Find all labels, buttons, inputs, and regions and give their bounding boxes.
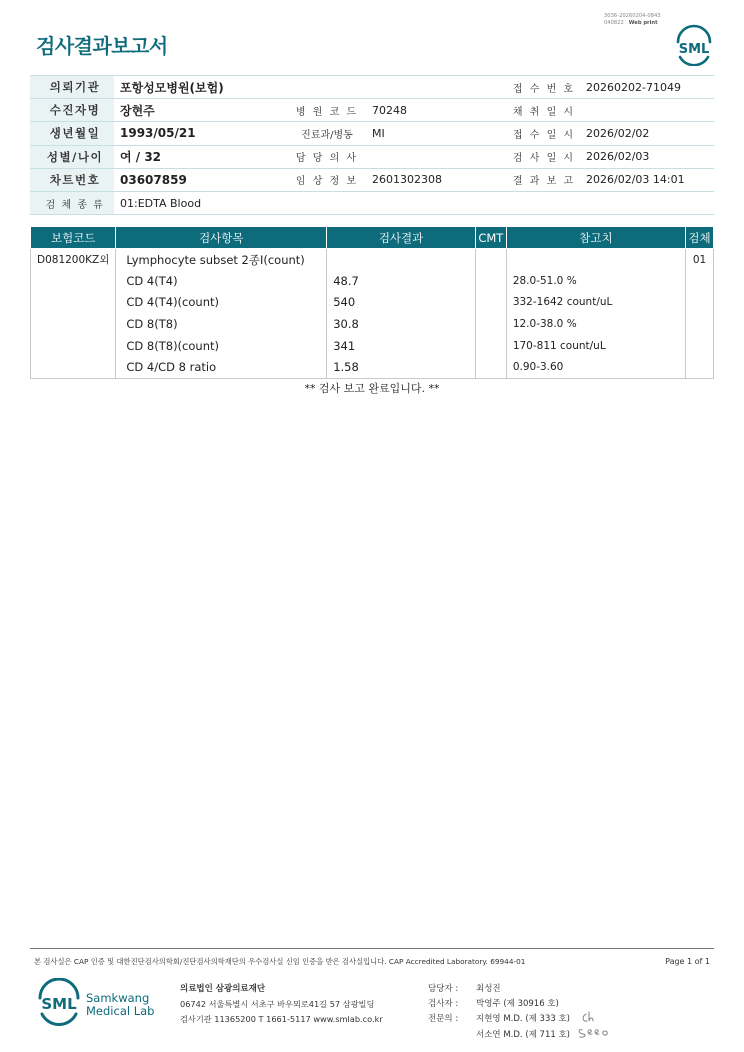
document-code — [604, 13, 661, 26]
row-code — [31, 313, 116, 335]
staff-tester-value: 박영주 (제 30916 호) — [476, 999, 559, 1010]
row-spec — [686, 335, 714, 357]
table-row — [31, 356, 714, 378]
row-ref — [506, 249, 685, 271]
staff-specialist2-value: 서소연 M.D. (제 711 호) — [476, 1029, 571, 1040]
staff-specialist1-value: 지현영 M.D. (제 333 호) — [476, 1014, 571, 1025]
samkwang-logo-text: SML — [41, 995, 77, 1013]
corporation-address: 06742 서울특별시 서초구 바우뫼로41길 57 삼광빌딩 — [180, 999, 375, 1009]
test-date-value: 2026/02/03 — [580, 145, 714, 168]
row-cmt — [475, 270, 506, 292]
row-code: D081200KZ외 — [31, 249, 116, 271]
row-result: 341 — [327, 335, 476, 357]
staff-tester-label: 검사자 : — [428, 999, 459, 1010]
report-label: 결 과 보 고 — [502, 168, 580, 191]
row-spec: 01 — [686, 249, 714, 271]
table-row — [31, 313, 714, 335]
dept-value: MI — [366, 122, 502, 145]
samkwang-name-line2: Medical Lab — [86, 1004, 155, 1018]
row-ref: 332-1642 count/uL — [506, 292, 685, 314]
doctor-value — [366, 145, 502, 168]
row-cmt — [475, 335, 506, 357]
row-code — [31, 356, 116, 378]
row-code — [31, 292, 116, 314]
table-row — [31, 249, 714, 271]
report-complete-note: ** 검사 보고 완료입니다. ** — [304, 382, 440, 395]
collect-value — [580, 99, 714, 122]
web-print-label: Web print — [628, 19, 658, 26]
info-row — [30, 99, 714, 122]
chart-label: 차트번호 — [30, 168, 114, 191]
row-item: CD 4(T4) — [116, 270, 327, 292]
table-row — [31, 270, 714, 292]
chart-value: 03607859 — [114, 168, 282, 191]
row-item: CD 8(T8)(count) — [116, 335, 327, 357]
samkwang-logo-icon — [36, 978, 160, 1028]
row-cmt — [475, 356, 506, 378]
sml-logo-icon — [672, 24, 716, 66]
page-title: 검사결과보고서 — [36, 34, 168, 58]
sml-logo-text: SML — [678, 42, 710, 57]
specimen-value: 01:EDTA Blood — [114, 191, 714, 214]
col-header-item: 검사항목 — [116, 227, 327, 249]
table-row — [31, 292, 714, 314]
row-ref: 170-811 count/uL — [506, 335, 685, 357]
col-header-ref: 참고치 — [506, 227, 685, 249]
col-header-cmt: CMT — [475, 227, 506, 249]
staff-info — [428, 982, 570, 1043]
specimen-label: 검 체 종 류 — [30, 191, 114, 214]
sex-age-value: 여 / 32 — [114, 145, 282, 168]
row-result: 30.8 — [327, 313, 476, 335]
collect-label: 채 취 일 시 — [502, 99, 580, 122]
row-cmt — [475, 249, 506, 271]
row-ref: 28.0-51.0 % — [506, 270, 685, 292]
col-header-spec: 검체 — [686, 227, 714, 249]
table-row — [31, 335, 714, 357]
test-date-label: 검 사 일 시 — [502, 145, 580, 168]
row-result: 1.58 — [327, 356, 476, 378]
requester-label: 의뢰기관 — [30, 76, 114, 99]
row-result: 48.7 — [327, 270, 476, 292]
col-header-result: 검사결과 — [327, 227, 476, 249]
corporation-name: 의료법인 삼광의료재단 — [180, 984, 266, 994]
clinical-value: 2601302308 — [366, 168, 502, 191]
results-table — [30, 226, 714, 379]
document-code-line2: 040822 — [604, 19, 624, 26]
report-value: 2026/02/03 14:01 — [580, 168, 714, 191]
row-item: CD 4/CD 8 ratio — [116, 356, 327, 378]
receipt-date-label: 접 수 일 시 — [502, 122, 580, 145]
row-result: 540 — [327, 292, 476, 314]
signature-icon — [576, 1006, 616, 1042]
hospital-code-label: 병 원 코 드 — [282, 99, 366, 122]
corporation-contact: 검사기관 11365200 T 1661-5117 www.smlab.co.kr — [180, 1014, 383, 1024]
clinical-label: 임 상 정 보 — [282, 168, 366, 191]
hospital-code-value: 70248 — [366, 99, 502, 122]
certification-note: 본 검사실은 CAP 인증 및 대한진단검사의학회/진단검사의학재단의 우수검사실 신임 인증을 받은 검사실입니다. CAP Accredited Laboratory. 69944-01 — [34, 957, 526, 966]
row-item: CD 8(T8) — [116, 313, 327, 335]
results-header-row — [31, 227, 714, 249]
staff-specialist-label: 전문의 : — [428, 1014, 459, 1025]
row-spec — [686, 292, 714, 314]
receipt-no-label: 접 수 번 호 — [502, 76, 580, 99]
birth-label: 생년월일 — [30, 122, 114, 145]
row-item: Lymphocyte subset 2종I(count) — [116, 249, 327, 271]
patient-value: 장현주 — [114, 99, 282, 122]
row-spec — [686, 313, 714, 335]
row-ref: 0.90-3.60 — [506, 356, 685, 378]
receipt-date-value: 2026/02/02 — [580, 122, 714, 145]
info-row — [30, 122, 714, 145]
row-code — [31, 335, 116, 357]
row-cmt — [475, 313, 506, 335]
row-spec — [686, 270, 714, 292]
samkwang-name-line1: Samkwang — [86, 991, 150, 1005]
row-cmt — [475, 292, 506, 314]
dept-label: 진료과/병동 — [282, 122, 366, 145]
receipt-no-value: 20260202-71049 — [580, 76, 714, 99]
row-spec — [686, 356, 714, 378]
info-row — [30, 145, 714, 168]
requester-value: 포항성모병원(보험) — [114, 76, 502, 99]
info-row — [30, 191, 714, 214]
row-result — [327, 249, 476, 271]
corporation-info — [180, 982, 383, 1027]
row-ref: 12.0-38.0 % — [506, 313, 685, 335]
doctor-label: 담 당 의 사 — [282, 145, 366, 168]
info-row — [30, 76, 714, 99]
patient-info-table — [30, 75, 714, 215]
info-row — [30, 168, 714, 191]
patient-label: 수진자명 — [30, 99, 114, 122]
footer-divider — [30, 948, 714, 949]
staff-manager-label: 담당자 : — [428, 984, 459, 994]
staff-manager-value: 최성진 — [476, 984, 501, 994]
row-item: CD 4(T4)(count) — [116, 292, 327, 314]
sex-age-label: 성별/나이 — [30, 145, 114, 168]
row-code — [31, 270, 116, 292]
col-header-code: 보험코드 — [31, 227, 116, 249]
document-code-line1: 3036-20260204-0843 — [604, 13, 661, 19]
birth-value: 1993/05/21 — [114, 122, 282, 145]
page-number: Page 1 of 1 — [665, 957, 710, 966]
